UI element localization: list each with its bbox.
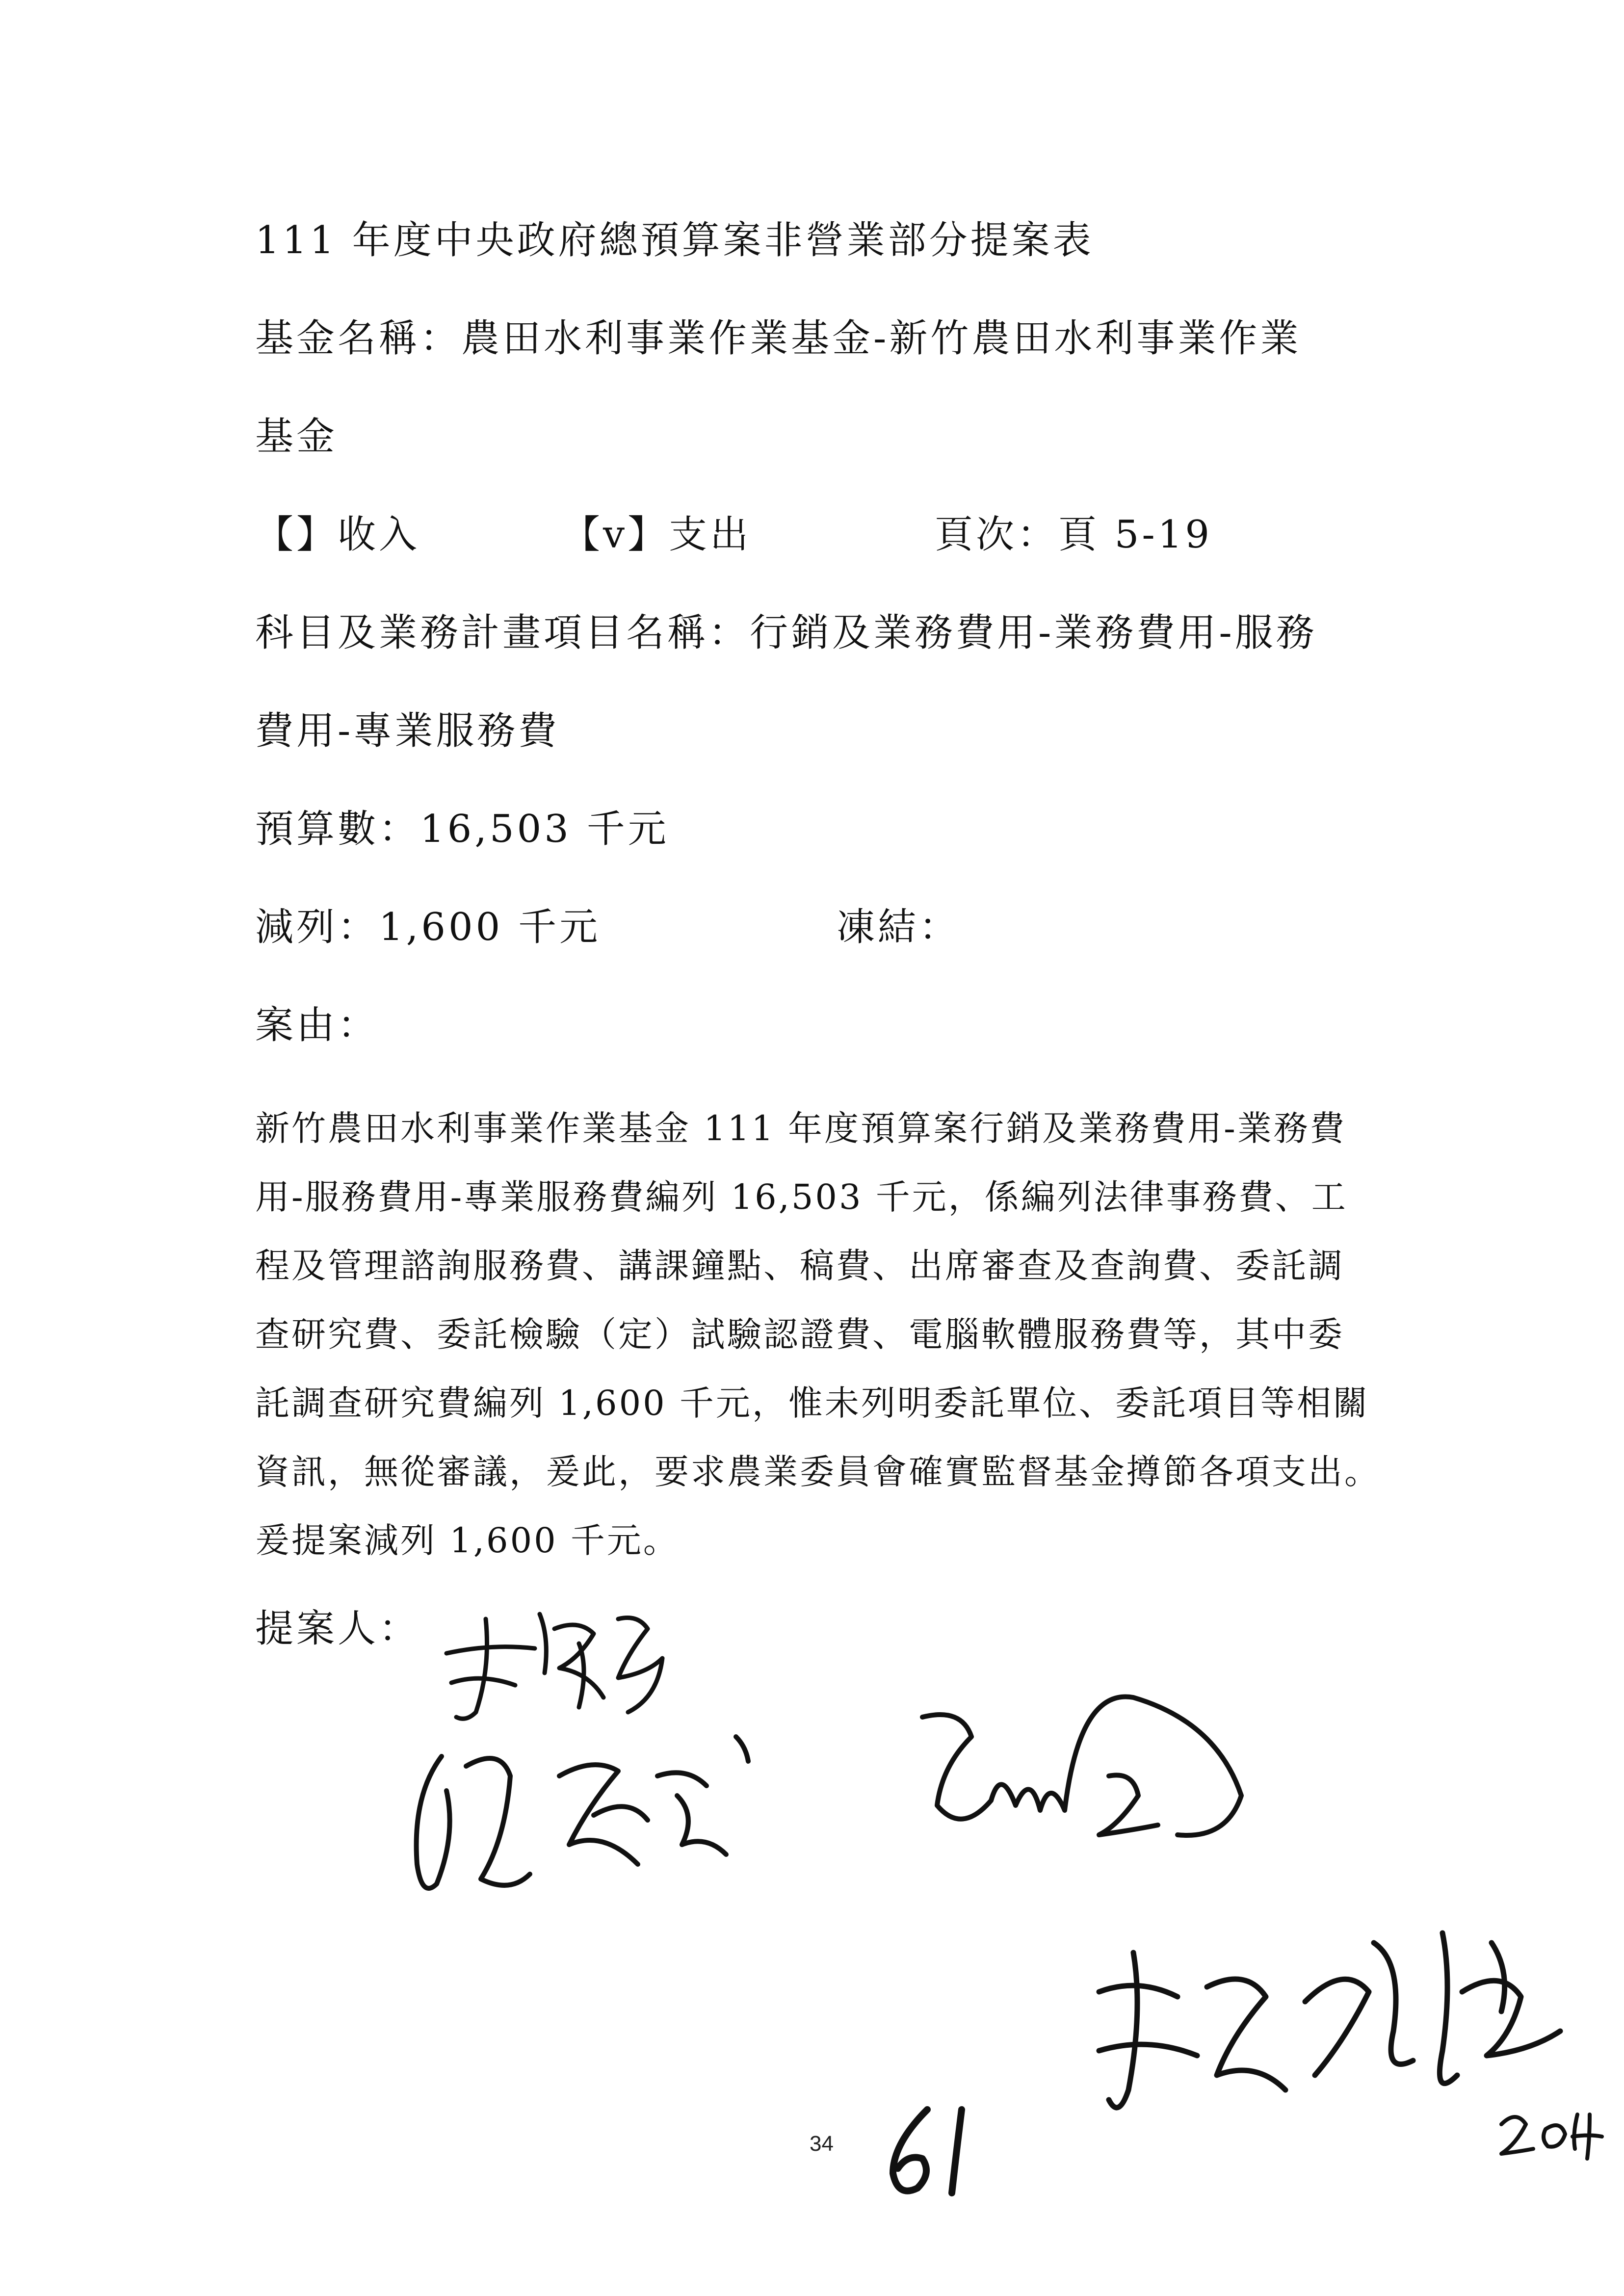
- subject-line-2: 費用-專業服務費: [255, 709, 560, 753]
- budget-amount: 預算數：16,503 千元: [255, 807, 669, 851]
- page-number: 34: [810, 2132, 834, 2156]
- subject-line-1: 科目及業務計畫項目名稱：行銷及業務費用-業務費用-服務: [255, 611, 1317, 655]
- freeze-amount: 凍結：: [837, 905, 961, 949]
- signature-2: [383, 1717, 805, 1923]
- reason-label: 案由：: [255, 1003, 379, 1047]
- fund-name-line-1: 基金名稱：農田水利事業作業基金-新竹農田水利事業作業: [255, 316, 1302, 361]
- reason-line: 新竹農田水利事業作業基金 111 年度預算案行銷及業務費用-業務費: [255, 1108, 1346, 1148]
- reason-line: 託調查研究費編列 1,600 千元，惟未列明委託單位、委託項目等相關: [255, 1383, 1369, 1423]
- expense-checkbox-label: 【v】支出: [562, 513, 752, 557]
- handwritten-number-61: [873, 2090, 1001, 2208]
- reason-line: 資訊，無從審議，爰此，要求農業委員會確實監督基金撙節各項支出。: [255, 1452, 1381, 1492]
- document-title: 111 年度中央政府總預算案非營業部分提案表: [255, 218, 1094, 262]
- reason-line: 程及管理諮詢服務費、講課鐘點、稿費、出席審查及查詢費、委託調: [255, 1246, 1344, 1286]
- reason-paragraph: [255, 1094, 1398, 1575]
- fund-name-line-2: 基金: [255, 415, 338, 459]
- reduction-amount: 減列：1,600 千元: [255, 905, 601, 949]
- reason-line: 爰提案減列 1,600 千元。: [255, 1520, 680, 1561]
- income-checkbox-label: 【】收入: [255, 513, 420, 557]
- handwritten-note-204: [1492, 2095, 1609, 2164]
- reason-line: 用-服務費用-專業服務費編列 16,503 千元，係編列法律事務費、工: [255, 1177, 1348, 1217]
- reason-line: 查研究費、委託檢驗（定）試驗認證費、電腦軟體服務費等，其中委: [255, 1314, 1344, 1355]
- signature-3: [903, 1678, 1256, 1884]
- page-reference: 頁次：頁 5-19: [935, 513, 1213, 557]
- proposer-label: 提案人：: [255, 1607, 420, 1651]
